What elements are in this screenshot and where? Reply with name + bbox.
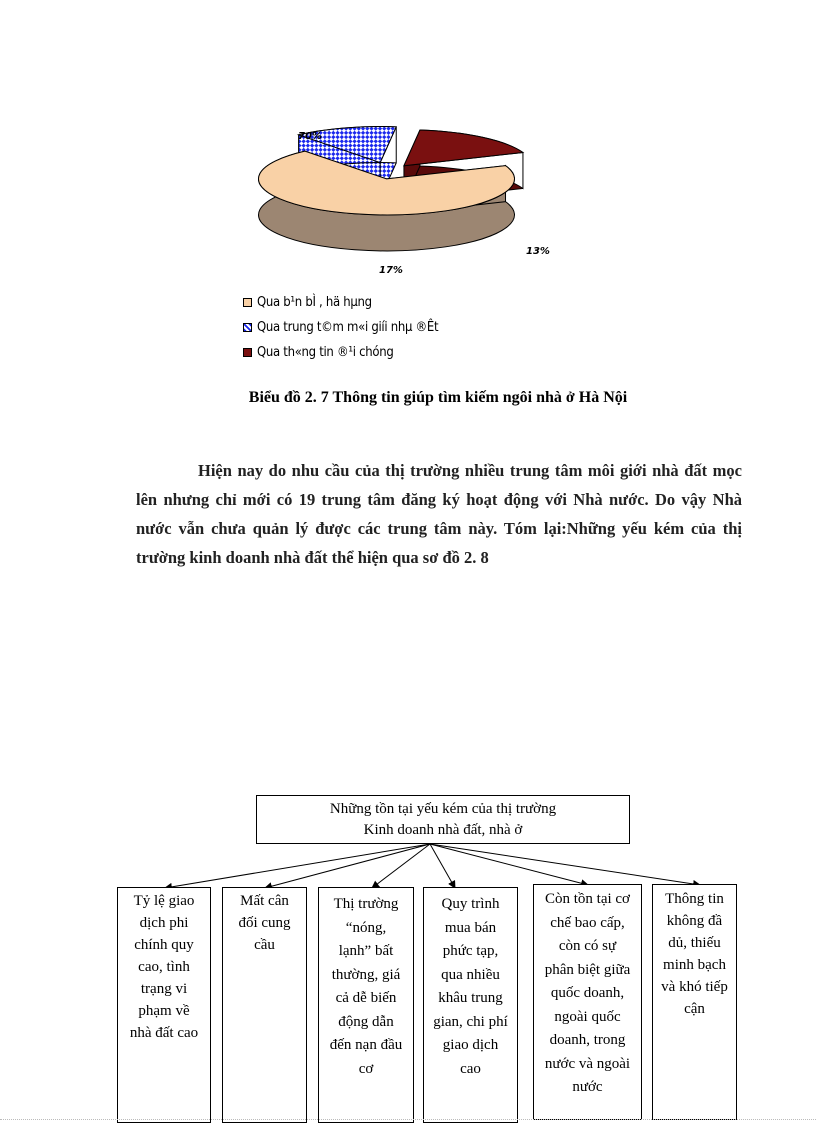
diagram-child-4: Còn tồn tại cơ chế bao cấp, còn có sự phân biệt giữa quốc doanh, ngoài quốc doanh, trong nước và ngoài nước: [533, 884, 642, 1120]
legend-swatch-media: [243, 348, 252, 357]
connector-0: [165, 844, 430, 888]
connector-5: [430, 844, 700, 885]
diagram-root-box: Những tồn tại yếu kém của thị trường Kinh doanh nhà đất, nhà ở: [256, 795, 630, 844]
legend-swatch-friends: [243, 298, 252, 307]
pie-label-2: 17%: [379, 265, 403, 276]
body-paragraph-text: Hiện nay do nhu cầu của thị trường nhiều trung tâm môi giới nhà đất mọc lên nhưng chỉ mới có 19 trung tâm đăng ký hoạt động với Nhà nước. Do vậy Nhà nước vẫn chưa quản lý được các trung tâm này. Tóm lại:Những yếu kém của thị trường kinh doanh nhà đất thể hiện qua sơ đồ 2. 8: [136, 461, 742, 567]
pie-chart: [240, 118, 570, 278]
legend-label-friends: Qua b¹n bÌ , hä hµng: [257, 294, 372, 310]
diagram-child-0: Tỷ lệ giao dịch phi chính quy cao, tình trạng vi phạm về nhà đất cao: [117, 887, 211, 1123]
legend-label-agency: Qua trung t©m m«i giíi nhµ ®Êt: [257, 319, 439, 335]
legend-swatch-agency: [243, 323, 252, 332]
diagram-child-3: Quy trình mua bán phức tạp, qua nhiều khâu trung gian, chi phí giao dịch cao: [423, 887, 518, 1123]
legend-label-media: Qua th«ng tin ®¹i chóng: [257, 344, 394, 360]
diagram-child-5: Thông tin không đầ dủ, thiếu minh bạch và khó tiếp cận: [652, 884, 737, 1120]
connector-2: [372, 844, 430, 888]
connector-4: [430, 844, 588, 885]
pie-label-0: 70%: [298, 131, 322, 142]
legend-item-media: [243, 342, 393, 362]
body-paragraph: [136, 456, 742, 572]
pie-slice-top-2: [404, 130, 523, 166]
page-edge: [0, 1119, 816, 1121]
diagram-child-1: Mất cân đối cung cầu: [222, 887, 307, 1123]
chart-caption: Biểu đồ 2. 7 Thông tin giúp tìm kiếm ngôi nhà ở Hà Nội: [248, 389, 628, 406]
connector-1: [265, 844, 430, 888]
legend-item-agency: [243, 317, 438, 337]
legend-item-friends: [243, 292, 372, 312]
diagram-child-2: Thị trường “nóng, lạnh” bất thường, giá cả dễ biến động dẫn đến nạn đầu cơ: [318, 887, 414, 1123]
connector-3: [430, 844, 455, 888]
pie-label-1: 13%: [526, 246, 550, 257]
